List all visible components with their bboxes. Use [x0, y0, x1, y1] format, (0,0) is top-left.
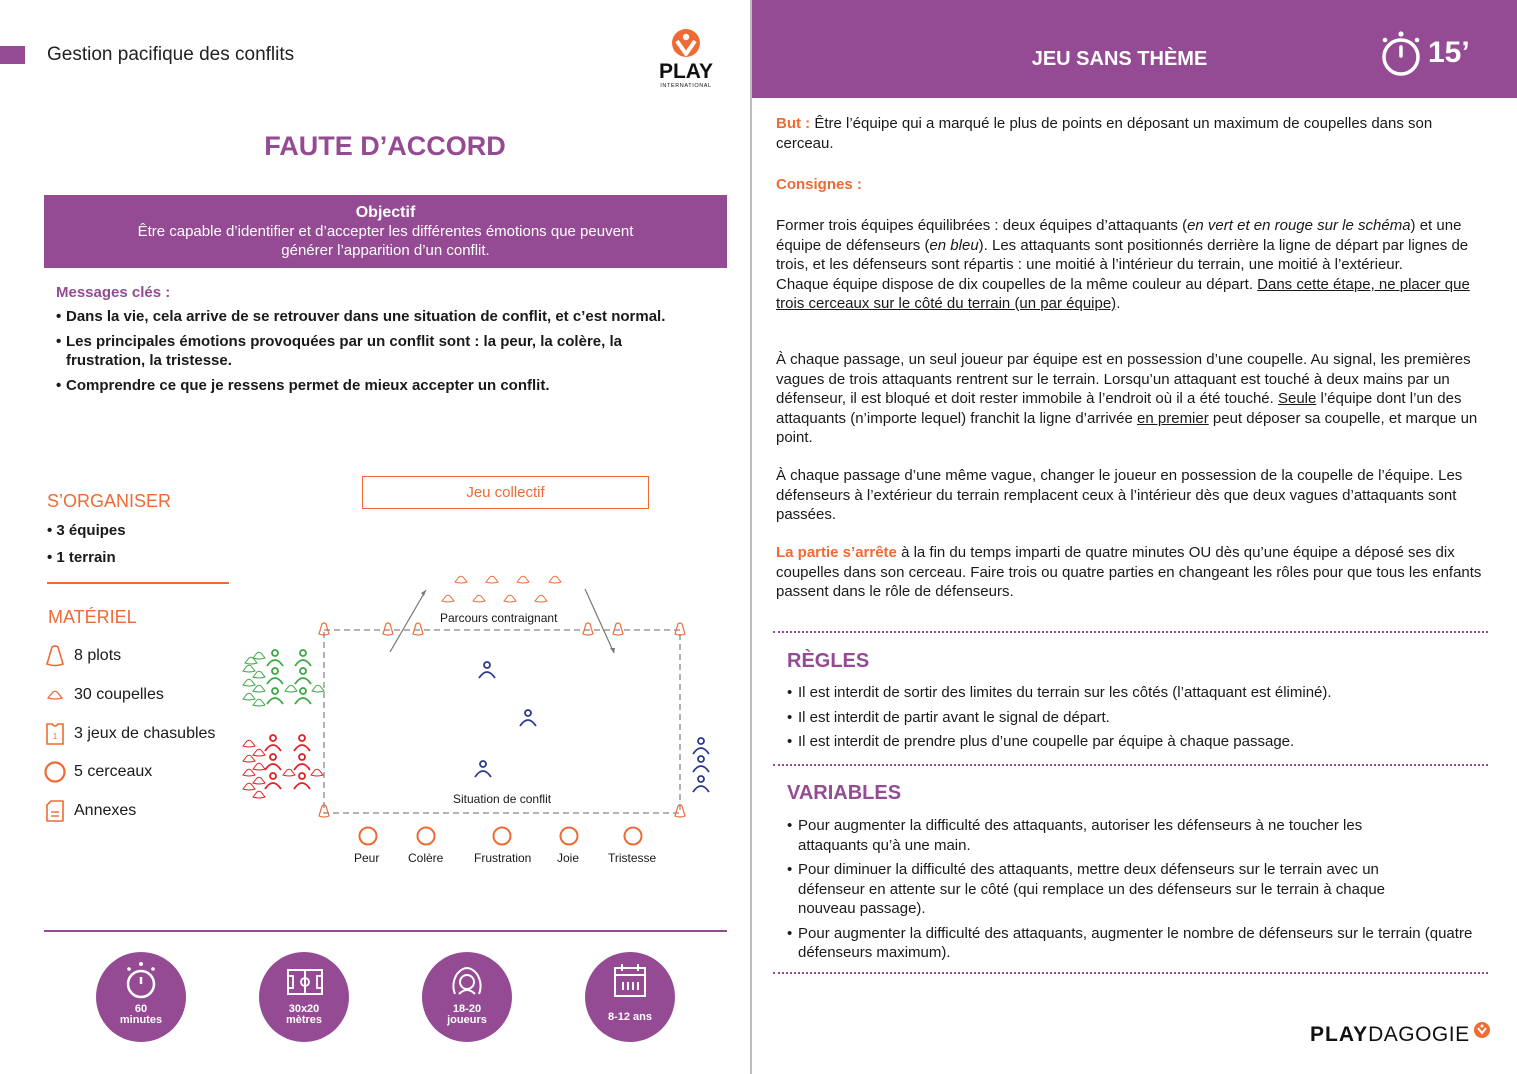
- saucer-icon: [311, 769, 323, 776]
- material-item-plots: 8 plots: [42, 643, 121, 669]
- cone-icon: [613, 623, 623, 635]
- arrow-head: [421, 590, 426, 596]
- rule-item: • Il est interdit de prendre plus d’une coupelle par équipe à chaque passage.: [787, 732, 1487, 752]
- calendar-icon: [612, 960, 648, 1000]
- instructions-paragraph: À chaque passage, un seul joueur par équipe est en possession d’une coupelle. Au signal, les premières vagues de trois attaquants rentrent sur le terrain. Lorsqu’un attaquant est touché à deux mains par un défenseur, il est bloqué et doit rester immobile à l’endroit où il a été touché. Seule l’équipe dont l’un des attaquants (n’importe lequel) franchit la ligne d’arrivée en premier peut déposer sa coupelle, et marque un point.: [776, 351, 1478, 446]
- saucer-icon: [285, 685, 297, 692]
- key-message: • Dans la vie, cela arrive de se retrouver dans une situation de conflit, et c’est normal.: [56, 307, 726, 326]
- player-icon: [270, 754, 276, 760]
- player-icon: [272, 688, 278, 694]
- player-icon: [299, 754, 305, 760]
- cone-icon: [42, 643, 68, 669]
- instructions-paragraph: À chaque passage d’une même vague, changer le joueur en possession de la coupelle de l’équipe. Les défenseurs à l’extérieur du terrain remplacent ceux à l’intérieur dès que deux vagues d’attaquants sont passées.: [776, 467, 1463, 523]
- course-label: Parcours contraignant: [440, 611, 558, 625]
- variable-item: • Pour augmenter la difficulté des attaquants, autoriser les défenseurs à ne toucher les attaquants qu’à une main.: [787, 816, 1477, 855]
- section-marker: [0, 46, 25, 64]
- variable-item: • Pour augmenter la difficulté des attaquants, augmenter le nombre de défenseurs sur le terrain (quatre défenseurs maximum).: [787, 924, 1477, 963]
- cone-icon: [383, 623, 393, 635]
- variables-title: VARIABLES: [787, 782, 902, 804]
- cone-icon: [675, 623, 685, 635]
- saucer-icon: [253, 699, 265, 706]
- hoop-icon: [418, 828, 435, 845]
- dotted-divider: [773, 972, 1488, 974]
- playdagogie-logo: PLAY DAGOGIE: [1310, 1022, 1491, 1048]
- page-divider: [750, 0, 752, 1074]
- field-diagram: [235, 560, 725, 870]
- player-icon: [267, 698, 283, 704]
- saucer-icon: [455, 576, 467, 583]
- hoop-icon: [625, 828, 642, 845]
- end-condition: La partie s’arrête à la fin du temps imparti de quatre minutes OU dès qu’une équipe a déposé ses dix coupelles dans son cerceau. Faire trois ou quatre parties en changeant les rôles pour que tous les enfants passent dans le rôle de défenseurs.: [776, 544, 1482, 600]
- player-icon: [295, 678, 311, 684]
- saucer-icon: [243, 665, 255, 672]
- saucer-icon: [517, 576, 529, 583]
- player-icon: [267, 678, 283, 684]
- saucer-icon: [253, 791, 265, 798]
- saucer-icon: [253, 749, 265, 756]
- key-messages-title: Messages clés :: [56, 284, 171, 301]
- rule-item: • Il est interdit de sortir des limites du terrain sur les côtés (l’attaquant est éliminé).: [787, 683, 1487, 703]
- organise-list: [47, 517, 126, 571]
- badge-age: 8-12 ans: [585, 952, 675, 1042]
- player-icon: [295, 698, 311, 704]
- player-icon: [520, 720, 536, 726]
- player-icon: [294, 745, 310, 751]
- player-icon: [479, 672, 495, 678]
- saucer-icon: [283, 769, 295, 776]
- rules-list: [787, 683, 1487, 757]
- organise-item: • 3 équipes: [47, 522, 126, 539]
- saucer-icon: [253, 671, 265, 678]
- field-diagram-svg: [235, 560, 725, 870]
- saucer-icon: [243, 693, 255, 700]
- player-icon: [484, 662, 490, 668]
- objective-box: [44, 195, 727, 268]
- player-icon: [265, 745, 281, 751]
- saucer-icon: [442, 595, 454, 602]
- player-icon: [698, 756, 704, 762]
- key-messages-list: [56, 307, 726, 401]
- saucer-icon: [253, 777, 265, 784]
- conflict-label: Situation de conflit: [453, 792, 552, 806]
- variables-list: [787, 816, 1477, 968]
- section-title: Gestion pacifique des conflits: [47, 44, 295, 65]
- left-page: [0, 0, 750, 1074]
- player-icon: [698, 738, 704, 744]
- player-icon: [265, 764, 281, 770]
- game-type-box: Jeu collectif: [362, 476, 649, 509]
- player-icon: [267, 660, 283, 666]
- instructions-title: Consignes :: [776, 176, 862, 193]
- player-icon: [299, 773, 305, 779]
- saucer-icon: [535, 595, 547, 602]
- material-item-cerceaux: 5 cerceaux: [42, 759, 152, 785]
- field-icon: [286, 960, 324, 1000]
- player-icon: [475, 771, 491, 777]
- hoop-label: Peur: [354, 851, 380, 865]
- player-icon: [693, 786, 709, 792]
- saucer-icon: [486, 576, 498, 583]
- dotted-divider: [773, 631, 1488, 633]
- hoop-icon: [494, 828, 511, 845]
- player-icon: [300, 650, 306, 656]
- arrow-line: [390, 590, 426, 652]
- material-item-annexes: Annexes: [42, 798, 136, 824]
- material-item-coupelles: 30 coupelles: [42, 682, 164, 708]
- badge-field-size: 30x20 mètres: [259, 952, 349, 1042]
- saucer-icon: [243, 769, 255, 776]
- hoop-icon: [561, 828, 578, 845]
- player-icon: [693, 748, 709, 754]
- arrow-line: [585, 589, 614, 653]
- player-icon: [270, 773, 276, 779]
- player-icon: [480, 761, 486, 767]
- saucer-cone-icon: [42, 682, 68, 708]
- badge-duration: 60 minutes: [96, 952, 186, 1042]
- variable-item: • Pour diminuer la difficulté des attaquants, mettre deux défenseurs sur le terrain avec un défenseur en attente sur le côté (qui remplace un des défenseurs sur le terrain à chaque nouveau passage).: [787, 860, 1477, 919]
- player-icon: [300, 688, 306, 694]
- rules-title: RÈGLES: [787, 650, 870, 672]
- organise-title: S’ORGANISER: [47, 491, 172, 511]
- player-icon: [295, 660, 311, 666]
- saucer-icon: [243, 755, 255, 762]
- material-item-chasubles: 1 3 jeux de chasubles: [42, 721, 215, 747]
- player-icon: [698, 776, 704, 782]
- saucer-icon: [504, 595, 516, 602]
- svg-text:1: 1: [52, 732, 58, 741]
- rule-item: • Il est interdit de partir avant le signal de départ.: [787, 708, 1487, 728]
- badge-players: 18-20 joueurs: [422, 952, 512, 1042]
- divider: [47, 582, 229, 584]
- hoop-label: Tristesse: [608, 851, 657, 865]
- page-title: FAUTE D’ACCORD: [264, 131, 506, 161]
- divider: [44, 930, 727, 932]
- key-message: • Comprendre ce que je ressens permet de mieux accepter un conflit.: [56, 376, 726, 395]
- duration: 15’: [1428, 36, 1470, 69]
- player-icon: [299, 735, 305, 741]
- player-icon: [265, 783, 281, 789]
- cone-icon: [413, 623, 423, 635]
- stopwatch-icon: [123, 960, 159, 1000]
- play-international-logo: [646, 28, 726, 90]
- bib-icon: [42, 721, 68, 747]
- saucer-icon: [312, 685, 324, 692]
- saucer-icon: [473, 595, 485, 602]
- cone-icon: [583, 623, 593, 635]
- saucer-icon: [253, 763, 265, 770]
- hoop-label: Joie: [557, 851, 580, 865]
- dotted-divider: [773, 764, 1488, 766]
- saucer-icon: [549, 576, 561, 583]
- field-boundary: [324, 630, 680, 813]
- player-icon: [693, 766, 709, 772]
- key-message: • Les principales émotions provoquées par un conflit sont : la peur, la colère, la frustration, la tristesse.: [56, 332, 726, 370]
- saucer-icon: [253, 685, 265, 692]
- organise-item: • 1 terrain: [47, 549, 116, 566]
- player-icon: [294, 783, 310, 789]
- saucer-icon: [243, 783, 255, 790]
- player-icon: [294, 764, 310, 770]
- svg-text:PLAY: PLAY: [658, 60, 714, 83]
- hoop-icon: [360, 828, 377, 845]
- saucer-icon: [243, 679, 255, 686]
- material-title: MATÉRIEL: [48, 607, 137, 627]
- hoop-icon: [42, 759, 68, 785]
- player-icon: [272, 650, 278, 656]
- player-icon: [272, 668, 278, 674]
- players-icon: [449, 960, 485, 1000]
- game-theme-title: JEU SANS THÈME: [1031, 48, 1208, 70]
- stopwatch-icon: [1380, 30, 1422, 78]
- play-heart-icon: [1473, 1021, 1491, 1039]
- document-icon: [42, 798, 68, 824]
- hoop-label: Colère: [408, 851, 444, 865]
- instructions-paragraph: Former trois équipes équilibrées : deux équipes d’attaquants (en vert et en rouge sur le schéma) et une équipe de défenseurs (en bleu). Les attaquants sont positionnés derrière la ligne de départ par lignes de trois, et les défenseurs sont répartis : une moitié à l’intérieur du terrain, une moitié à l’extérieur. Chaque équipe dispose de dix coupelles de la même couleur au départ. Dans cette étape, ne placer que trois cerceaux sur le côté du terrain (un par équipe).: [776, 217, 1470, 312]
- player-icon: [525, 710, 531, 716]
- player-icon: [270, 735, 276, 741]
- saucer-icon: [253, 652, 265, 659]
- player-icon: [300, 668, 306, 674]
- goal-text: But : Être l’équipe qui a marqué le plus de points en déposant un maximum de coupelles dans son cerceau.: [776, 115, 1433, 152]
- objective-title: Objectif: [355, 204, 416, 221]
- saucer-icon: [243, 740, 255, 747]
- objective-text: Être capable d’identifier et d’accepter les différentes émotions que peuvent générer l’apparition d’un conflit.: [137, 223, 634, 259]
- svg-text:INTERNATIONAL: INTERNATIONAL: [660, 83, 712, 89]
- hoop-label: Frustration: [474, 851, 532, 865]
